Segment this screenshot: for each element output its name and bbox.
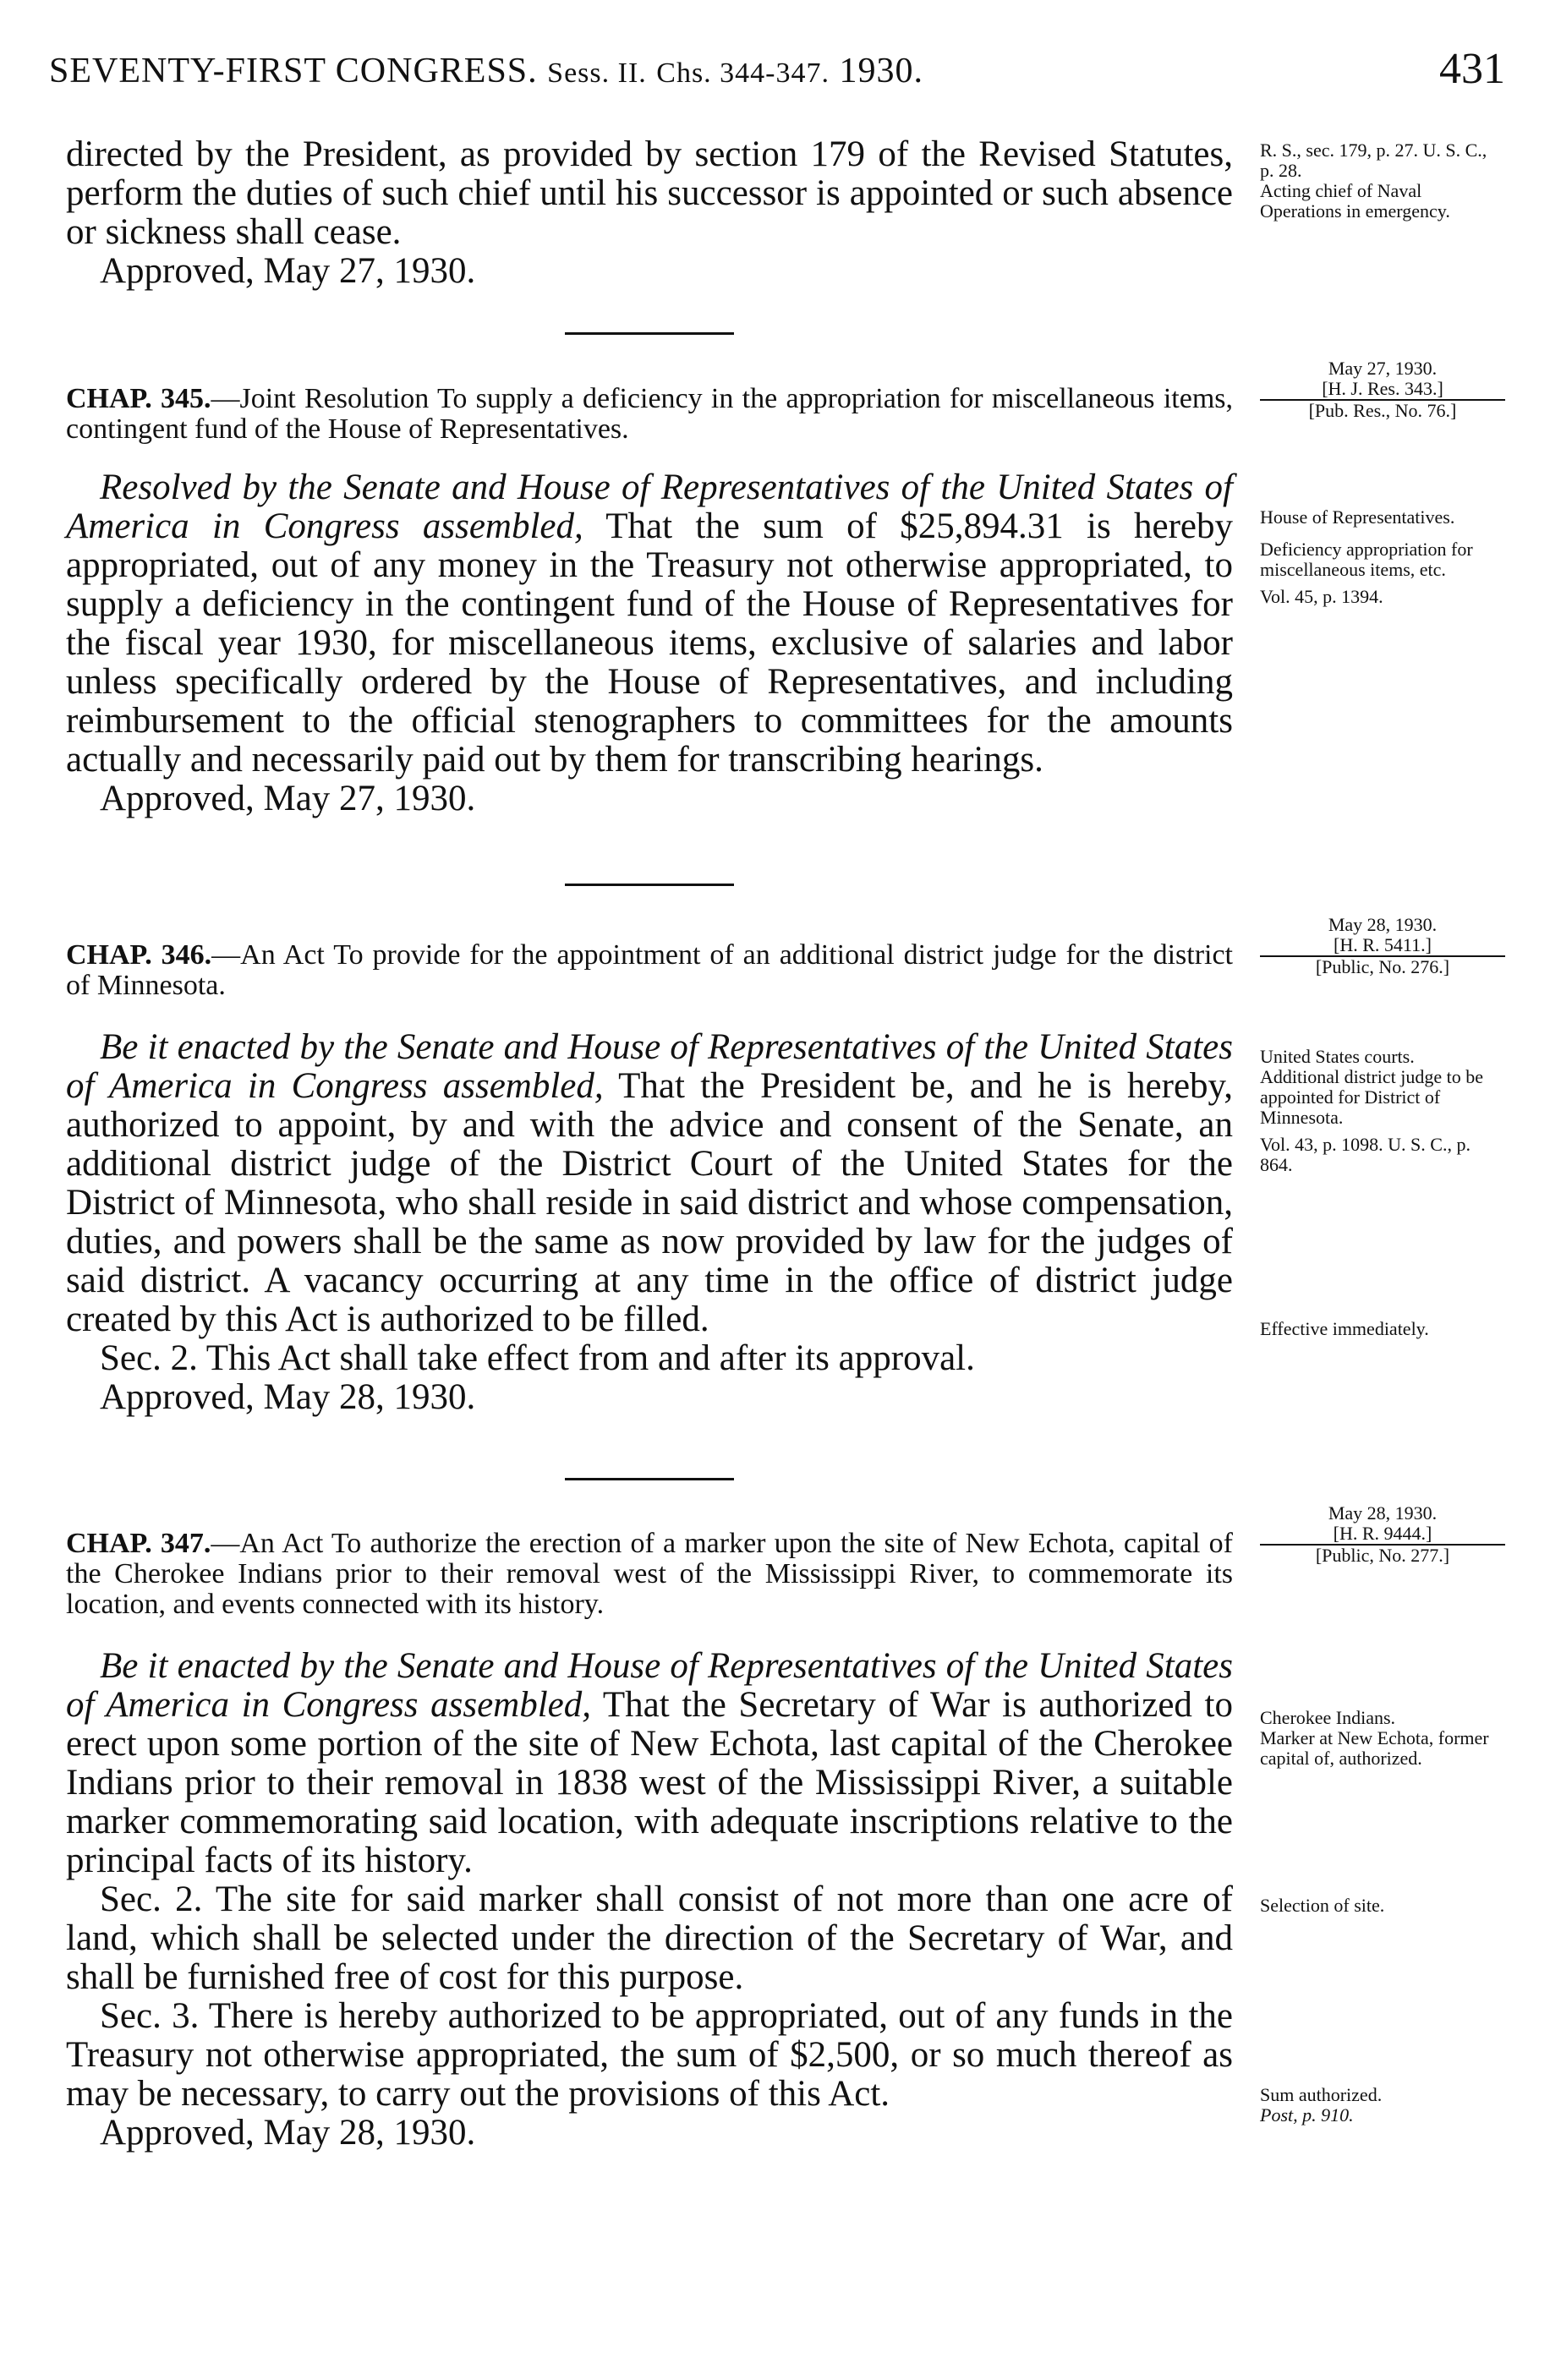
continuation-text: directed by the President, as provided by section 179 of the Revised Statutes, perform the duties of such chief until his successor is appointed or such absence or sickness shall cease. <box>66 134 1233 252</box>
enacting-clause: Be it enacted by the Senate and House of Representatives of the United States of America in Congress assembled, <box>66 1646 1233 1725</box>
enactment-date: May 28, 1930. <box>1328 914 1438 935</box>
section-divider <box>565 1478 734 1480</box>
chapter-title <box>66 384 1233 445</box>
enactment-date: May 28, 1930. <box>1328 1502 1438 1524</box>
public-number: [Public, No. 277.] <box>1315 1545 1450 1566</box>
margin-ref <box>1260 2105 1505 2126</box>
public-number: [Pub. Res., No. 76.] <box>1308 400 1457 421</box>
resolution-text <box>66 468 1233 780</box>
resolution-body: That the sum of $25,894.31 is hereby appropriated, out of any money in the Treasury not otherwise appropriated, to supply a deficiency in the contingent fund of the House of Representatives for the fiscal year 1930, for miscellaneous items, exclusive of salaries and labor unless specifically ordered by the House of Representatives, and including reimbursement to the official stenographers to committees for the amounts actually and necessarily paid out by them for transcribing hearings. <box>66 506 1233 780</box>
chapter-title-text: —Joint Resolution To supply a deficiency in the appropriation for miscellaneous items, contingent fund of the House of Representatives. <box>66 383 1234 445</box>
running-head <box>49 51 923 91</box>
chapter-title <box>66 1529 1233 1620</box>
year-label: 1930. <box>839 52 923 90</box>
act-text <box>66 1028 1233 1339</box>
section-divider <box>565 884 734 886</box>
chapter-label: CHAP. 345. <box>66 383 211 414</box>
page-header <box>49 44 1505 103</box>
bill-number: [H. R. 9444.] <box>1260 1524 1505 1546</box>
chapters-label: Chs. 344-347. <box>656 57 830 89</box>
congress-label: SEVENTY-FIRST CONGRESS. <box>49 52 538 90</box>
chapter-label: CHAP. 346. <box>66 939 212 971</box>
continuation-margin <box>1260 140 1505 222</box>
chapter-label: CHAP. 347. <box>66 1528 211 1559</box>
margin-note: House of Representatives. <box>1260 506 1455 528</box>
margin-ref: Vol. 45, p. 1394. <box>1260 586 1383 607</box>
enacting-clause: Be it enacted by the Senate and House of Representatives of the United States of America in Congress assembled, <box>66 1027 1233 1106</box>
approved-line: Approved, May 27, 1930. <box>100 251 476 291</box>
enactment-date: May 27, 1930. <box>1328 358 1438 379</box>
margin-ref: R. S., sec. 179, p. 27. U. S. C., p. 28. <box>1260 140 1487 181</box>
act-body: That the President be, and he is hereby, authorized to appoint, by and with the advice and consent of the Senate, an additional district judge of the District Court of the United States for the District of Minnesota, who shall reside in said district and whose compensation, duties, and powers shall be the same as now provided by law for the judges of said district. A vacancy occurring at any time in the office of district judge created by this Act is authorized to be filled. <box>66 1066 1233 1339</box>
section-divider <box>565 332 734 335</box>
act-text <box>66 1647 1233 1880</box>
approved-line: Approved, May 28, 1930. <box>100 1377 476 1417</box>
public-number: [Public, No. 276.] <box>1315 956 1450 977</box>
margin-note: Cherokee Indians. <box>1260 1707 1396 1728</box>
resolving-clause: Resolved by the Senate and House of Representatives of the United States of America in Congress assembled, <box>66 468 1233 546</box>
bill-number: [H. J. Res. 343.] <box>1260 379 1505 401</box>
section-2: Sec. 2. The site for said marker shall consist of not more than one acre of land, which shall be selected under the direction of the Secretary of War, and shall be furnished free of cost for this purpose. <box>66 1879 1233 1997</box>
margin-note: Additional district judge to be appointed for District of Minnesota. <box>1260 1066 1483 1128</box>
chap346-block <box>66 940 1233 1417</box>
chapter-title-text: —An Act To provide for the appointment of an additional district judge for the district of Minnesota. <box>66 939 1234 1001</box>
margin-note: Effective immediately. <box>1260 1318 1429 1339</box>
margin-note: Deficiency appropriation for miscellaneous items, etc. <box>1260 539 1473 580</box>
chap345-block <box>66 384 1233 818</box>
chapter-title-text: —An Act To authorize the erection of a marker upon the site of New Echota, capital of the Cherokee Indians prior to their removal west of the Mississippi River, to commemorate its location, and events connected with its history. <box>66 1528 1233 1620</box>
chap345-margin-head <box>1260 358 1505 421</box>
chap346-margin-notes <box>1260 1047 1505 1339</box>
approved-line: Approved, May 28, 1930. <box>100 2113 476 2153</box>
chap345-margin-notes <box>1260 507 1505 607</box>
margin-ref: Vol. 43, p. 1098. U. S. C., p. 864. <box>1260 1134 1471 1175</box>
chap346-margin-head <box>1260 915 1505 977</box>
margin-ref-text: Post, p. 910. <box>1260 2104 1354 2126</box>
chap347-margin-notes <box>1260 1708 1505 2126</box>
continuation-block <box>66 135 1233 291</box>
margin-note: Sum authorized. <box>1260 2084 1383 2105</box>
act-body: That the Secretary of War is authorized to erect upon some portion of the site of New Echota, last capital of the Cherokee Indians prior to their removal in 1838 west of the Mississippi River, a suitable marker commemorating said location, with adequate inscriptions relative to the principal facts of its history. <box>66 1685 1233 1880</box>
approved-line: Approved, May 27, 1930. <box>100 779 476 818</box>
margin-note: Selection of site. <box>1260 1895 1385 1916</box>
chap347-block <box>66 1529 1233 2153</box>
chap347-margin-head <box>1260 1503 1505 1566</box>
margin-note: Marker at New Echota, former capital of, authorized. <box>1260 1727 1489 1769</box>
page-number: 431 <box>1439 45 1505 93</box>
margin-note: Acting chief of Naval Operations in emergency. <box>1260 180 1450 222</box>
section-3: Sec. 3. There is hereby authorized to be appropriated, out of any funds in the Treasury not otherwise appropriated, the sum of $2,500, or so much thereof as may be necessary, to carry out the provisions of this Act. <box>66 1996 1233 2114</box>
chapter-title <box>66 940 1233 1001</box>
section-2: Sec. 2. This Act shall take effect from and after its approval. <box>100 1338 975 1378</box>
margin-note: United States courts. <box>1260 1046 1415 1067</box>
session-label: Sess. II. <box>547 57 647 89</box>
bill-number: [H. R. 5411.] <box>1260 935 1505 957</box>
